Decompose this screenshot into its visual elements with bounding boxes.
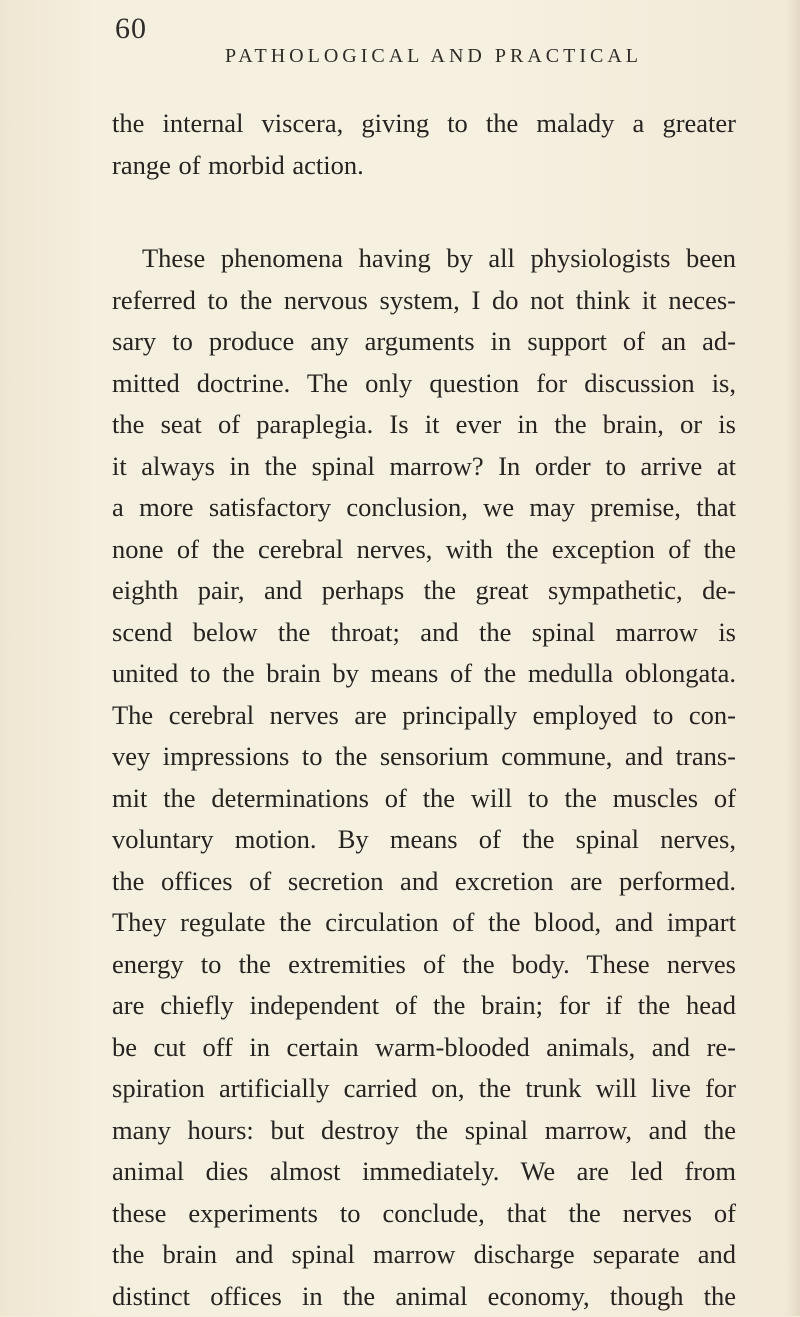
text-line: a more satisfactory conclusion, we may premise, that	[112, 487, 736, 529]
text-line: united to the brain by means of the medulla oblongata.	[112, 653, 736, 695]
text-line: voluntary motion. By means of the spinal nerves,	[112, 819, 736, 861]
text-line: it always in the spinal marrow? In order to arrive at	[112, 446, 736, 488]
text-line: the brain and spinal marrow discharge separate and	[112, 1234, 736, 1276]
text-line: be cut off in certain warm-blooded animals, and re-	[112, 1027, 736, 1069]
text-line: the internal viscera, giving to the malady a greater	[112, 103, 736, 145]
page-edge-shadow	[786, 0, 800, 1316]
paragraph-continuation	[112, 103, 736, 186]
text-line: energy to the extremities of the body. These nerves	[112, 944, 736, 986]
text-line: eighth pair, and perhaps the great sympathetic, de-	[112, 570, 736, 612]
text-line: scend below the throat; and the spinal marrow is	[112, 612, 736, 654]
text-line: the seat of paraplegia. Is it ever in the brain, or is	[112, 404, 736, 446]
text-line: none of the cerebral nerves, with the exception of the	[112, 529, 736, 571]
text-line: These phenomena having by all physiologists been	[112, 238, 736, 280]
text-line: distinct offices in the animal economy, though the	[112, 1276, 736, 1317]
text-line: The cerebral nerves are principally employed to con-	[112, 695, 736, 737]
running-head: PATHOLOGICAL AND PRACTICAL	[225, 45, 642, 68]
text-line: mitted doctrine. The only question for discussion is,	[112, 363, 736, 405]
text-line: animal dies almost immediately. We are led from	[112, 1151, 736, 1193]
text-line: spiration artificially carried on, the trunk will live for	[112, 1068, 736, 1110]
text-line: sary to produce any arguments in support of an ad-	[112, 321, 736, 363]
text-line: the offices of secretion and excretion are performed.	[112, 861, 736, 903]
text-line: referred to the nervous system, I do not think it neces-	[112, 280, 736, 322]
text-line: mit the determinations of the will to the muscles of	[112, 778, 736, 820]
text-line: vey impressions to the sensorium commune, and trans-	[112, 736, 736, 778]
page-number: 60	[115, 12, 147, 46]
text-line: many hours: but destroy the spinal marrow, and the	[112, 1110, 736, 1152]
text-line: these experiments to conclude, that the nerves of	[112, 1193, 736, 1235]
text-line: range of morbid action.	[112, 145, 736, 187]
text-line: are chiefly independent of the brain; for if the head	[112, 985, 736, 1027]
text-line: They regulate the circulation of the blood, and impart	[112, 902, 736, 944]
paragraph-main	[112, 238, 736, 1317]
